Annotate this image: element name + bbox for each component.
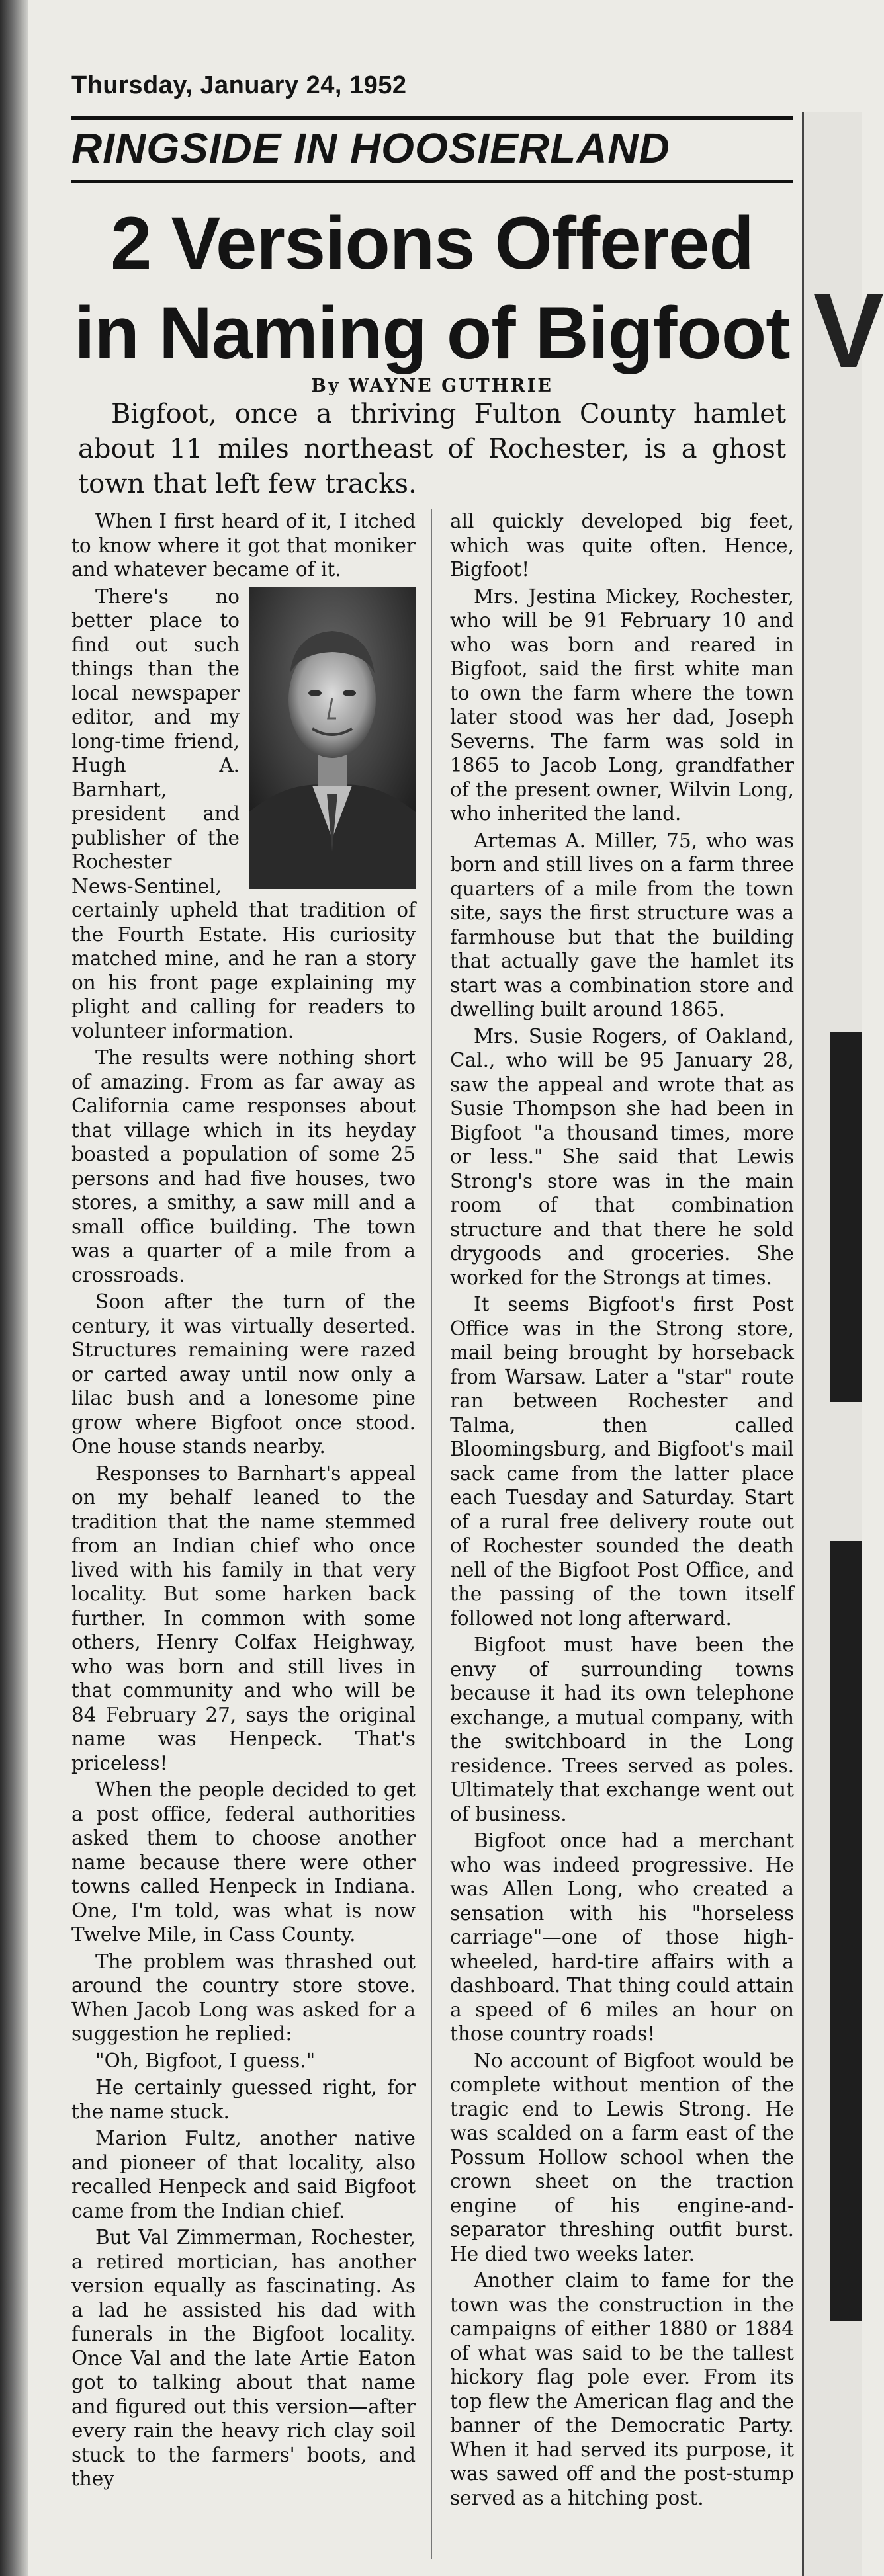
paragraph: Bigfoot must have been the envy of surrounding towns because it had its own telephone exchange, a mutual company, with the switchboard in the Long residence. Trees served as poles. Ultimately that exchange went out of business.: [450, 1634, 794, 1825]
paragraph: Marion Fultz, another native and pioneer of that locality, also recalled Henpeck and said Bigfoot came from the Indian chief.: [71, 2127, 416, 2222]
paragraph: "Oh, Bigfoot, I guess.": [95, 2049, 316, 2072]
adjacent-headline-fragment: V: [813, 271, 884, 390]
paragraph: When the people decided to get a post office, federal authorities asked them to choose another name because there were other towns called Henpeck in Indiana. One, I'm told, was what is now Twelve Mile, in Cass County.: [71, 1778, 416, 1946]
section-rule: [71, 116, 793, 120]
paragraph: The results were nothing short of amazing. From as far away as California came responses about that village which in its heyday boasted a population of some 25 persons and had five houses, two stores, a smithy, a saw mill and a small office building. The town was a quarter of a mile from a crossroads.: [71, 1046, 416, 1286]
paragraph: There's no better place to find out such things than the local newspaper editor, and my long-time friend, Hugh A. Barnhart, president and publisher of the Rochester News-Sentinel, certainly upheld that tradition of the Fourth Estate. His curiosity matched mine, and he ran a story on his front page explaining my plight and calling for readers to volunteer information.: [71, 585, 416, 1042]
headline-line: in Naming of Bigfoot: [74, 292, 790, 374]
section-title: RINGSIDE IN HOOSIERLAND: [71, 124, 670, 172]
headline: [71, 198, 793, 378]
article-column-left: [71, 509, 416, 2494]
paragraph: all quickly developed big feet, which was quite often. Hence, Bigfoot!: [450, 510, 794, 581]
byline: By WAYNE GUTHRIE: [311, 376, 553, 396]
paragraph: Artemas A. Miller, 75, who was born and still lives on a farm three quarters of a mile from the town site, says the first structure was a farmhouse but that the building that actually gave the hamlet its start was a combination store and dwelling built around 1865.: [450, 829, 794, 1020]
portrait-photo: [249, 587, 416, 889]
paragraph: Bigfoot once had a merchant who was indeed progressive. He was Allen Long, who created a sensation with his "horseless carriage"—one of those high-wheeled, hard-tire affairs with a dashboard. That thing could attain a speed of 6 miles an hour on those country roads!: [450, 1829, 794, 2045]
paragraph: But Val Zimmerman, Rochester, a retired mortician, has another version equally as fascinating. As a lad he assisted his dad with funerals in the Bigfoot locality. Once Val and the late Artie Eaton got to talking about that name and figured out this version—after every rain the heavy rich clay soil stuck to the farmers' boots, and they: [71, 2226, 416, 2490]
paragraph: He certainly guessed right, for the name stuck.: [71, 2076, 416, 2123]
page-gutter-shadow: [0, 0, 28, 2576]
paragraph: Mrs. Jestina Mickey, Rochester, who will be 91 February 10 and who was born and reared in Bigfoot, said the first white man to own the farm where the town later stood was her dad, Joseph Severns. The farm was sold in 1865 to Jacob Long, grandfather of the present owner, Wilvin Long, who inherited the land.: [450, 585, 794, 825]
dateline: Thursday, January 24, 1952: [71, 71, 407, 99]
paragraph: When I first heard of it, I itched to know where it got that moniker and whatever became of it.: [71, 510, 416, 581]
paragraph: It seems Bigfoot's first Post Office was in the Strong store, mail being brought by horseback from Warsaw. Later a "star" route ran between Rochester and Talma, then called Bloomingsburg, and Bigfoot's mail sack came from the latter place each Tuesday and Saturday. Start of a rural free delivery route out of Rochester sounded the death nell of the Bigfoot Post Office, and the passing of the town itself followed not long afterward.: [450, 1293, 794, 1630]
paragraph: The problem was thrashed out around the country store stove. When Jacob Long was asked for a suggestion he replied:: [71, 1950, 416, 2045]
paragraph: Another claim to fame for the town was the construction in the campaigns of either 1880 or 1884 of what was said to be the tallest hickory flag pole ever. From its top flew the American flag and the banner of the Democratic Party. When it had served its purpose, it was sawed off and the post-stump served as a hitching post.: [450, 2269, 794, 2509]
paragraph: No account of Bigfoot would be complete without mention of the tragic end to Lewis Strong. He was scalded on a farm east of the Possum Hollow school when the crown sheet on the traction engine of his engine-and-separator threshing outfit burst. He died two weeks later.: [450, 2049, 794, 2265]
article-lede: Bigfoot, once a thriving Fulton County hamlet about 11 miles northeast of Rochester, is a ghost town that left few tracks.: [78, 399, 786, 499]
section-rule: [71, 180, 793, 183]
article-column-right: [450, 509, 794, 2513]
paragraph: Mrs. Susie Rogers, of Oakland, Cal., who will be 95 January 28, saw the appeal and wrote that as Susie Thompson she had been in Bigfoot "a thousand times, more or less." She said that Lewis Strong's store was in the main room of that combination structure and that there he sold drygoods and groceries. She worked for the Strongs at times.: [450, 1024, 794, 1289]
adjacent-column-fragment: [802, 112, 884, 2576]
adjacent-dark-block: [830, 1541, 862, 2321]
paragraph: Soon after the turn of the century, it was virtually deserted. Structures remaining were razed or carted away until now only a lilac bush and a lonesome pine grow where Bigfoot once stood. One house stands nearby.: [71, 1290, 416, 1458]
column-divider: [431, 509, 432, 2559]
paragraph: Responses to Barnhart's appeal on my behalf leaned to the tradition that the name stemmed from an Indian chief who once lived with his family in that very locality. But some harken back further. In common with some others, Henry Colfax Heighway, who was born and still lives in that community and who will be 84 February 27, says the original name was Henpeck. That's priceless!: [71, 1462, 416, 1774]
adjacent-dark-block: [830, 1032, 862, 1402]
headline-line: 2 Versions Offered: [111, 202, 754, 284]
